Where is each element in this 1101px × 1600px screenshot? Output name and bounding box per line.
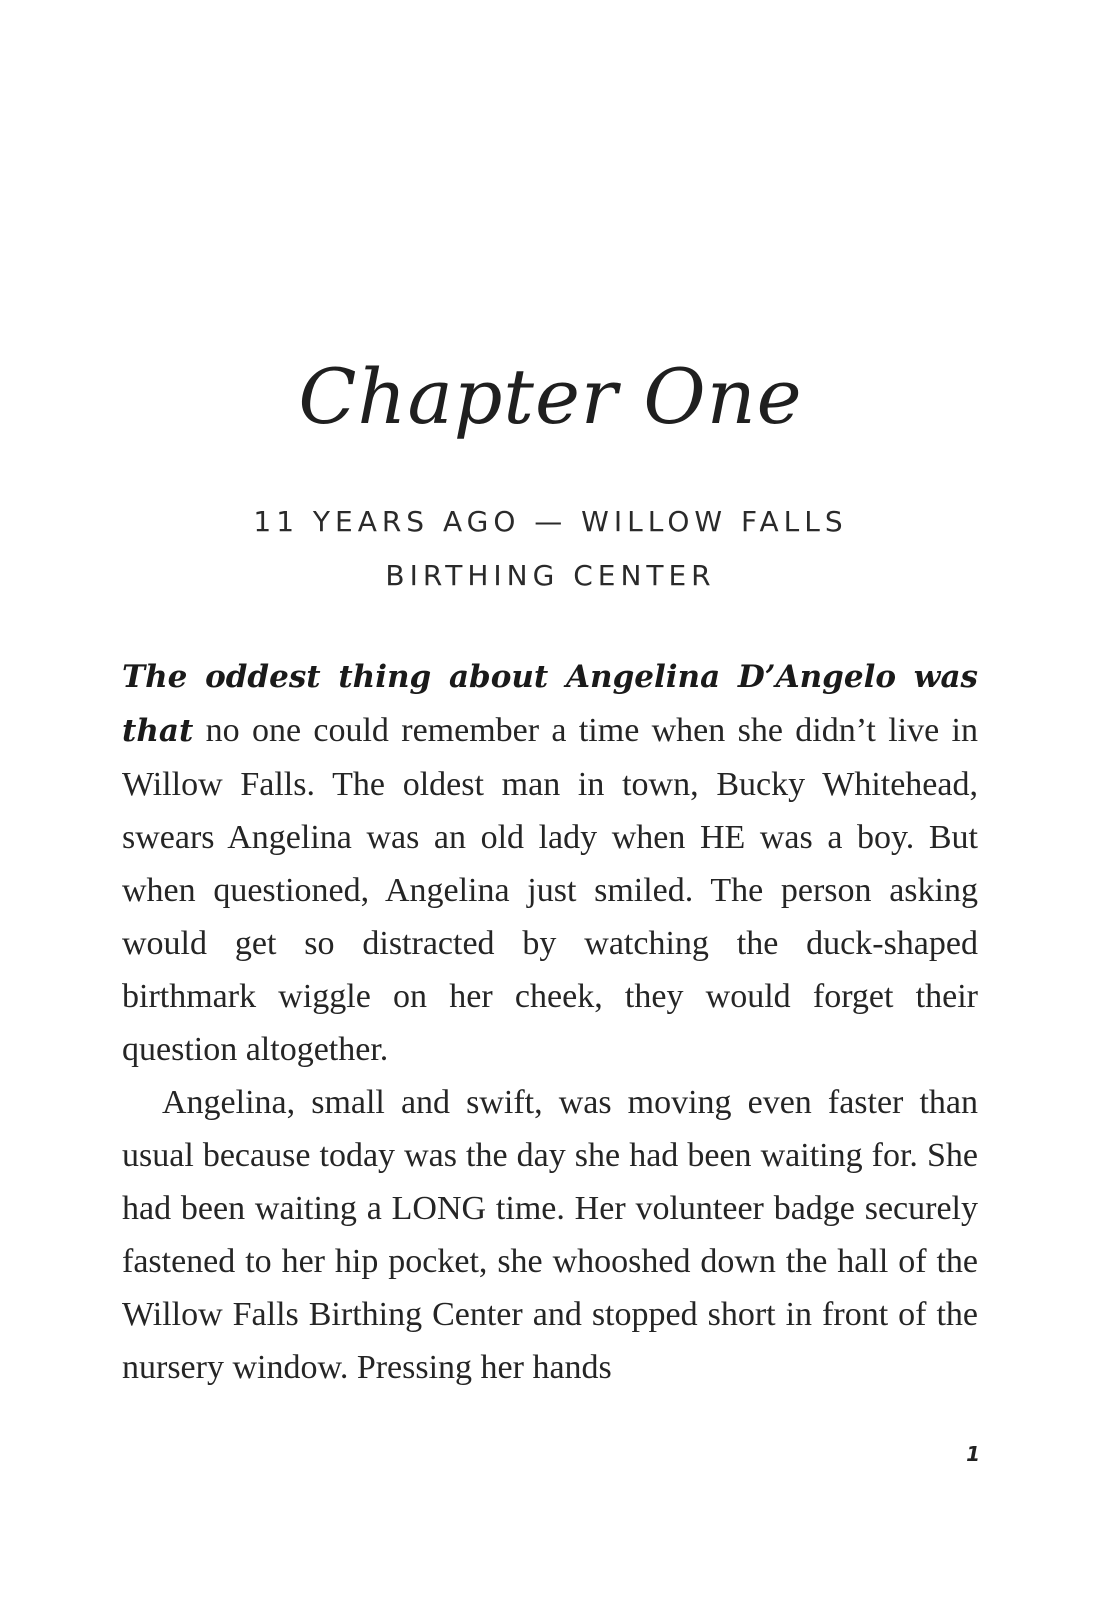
paragraph-2: Angelina, small and swift, was moving even faster than usual because today was the day she had been waiting for. She had been waiting a LONG time. Her volunteer badge securely fastened to her hip pocket, she whooshed down the hall of the Willow Falls Birthing Center and stopped short in front of the nursery window. Pressing her hands (122, 1084, 978, 1386)
subtitle-line-2: BIRTHING CENTER (385, 559, 716, 592)
paragraph-1-text: no one could remember a time when she didn’t live in Willow Falls. The oldest man in town, Bucky Whitehead, swears Angelina was an old lady when HE was a boy. But when questioned, Angelina just smiled. The person asking would get so distracted by watching the duck-shaped birthmark wiggle on her cheek, they would forget their question altogether. (122, 712, 978, 1068)
chapter-title: Chapter One (298, 352, 803, 441)
chapter-body (122, 650, 978, 1394)
page-number: 1 (966, 1442, 980, 1466)
chapter-subtitle (0, 495, 1101, 603)
paragraph-1 (122, 650, 978, 1076)
subtitle-line-1: 11 YEARS AGO — WILLOW FALLS (253, 505, 848, 538)
lead-in-text: The oddest thing about Angelina D’Angelo was that (122, 659, 978, 749)
